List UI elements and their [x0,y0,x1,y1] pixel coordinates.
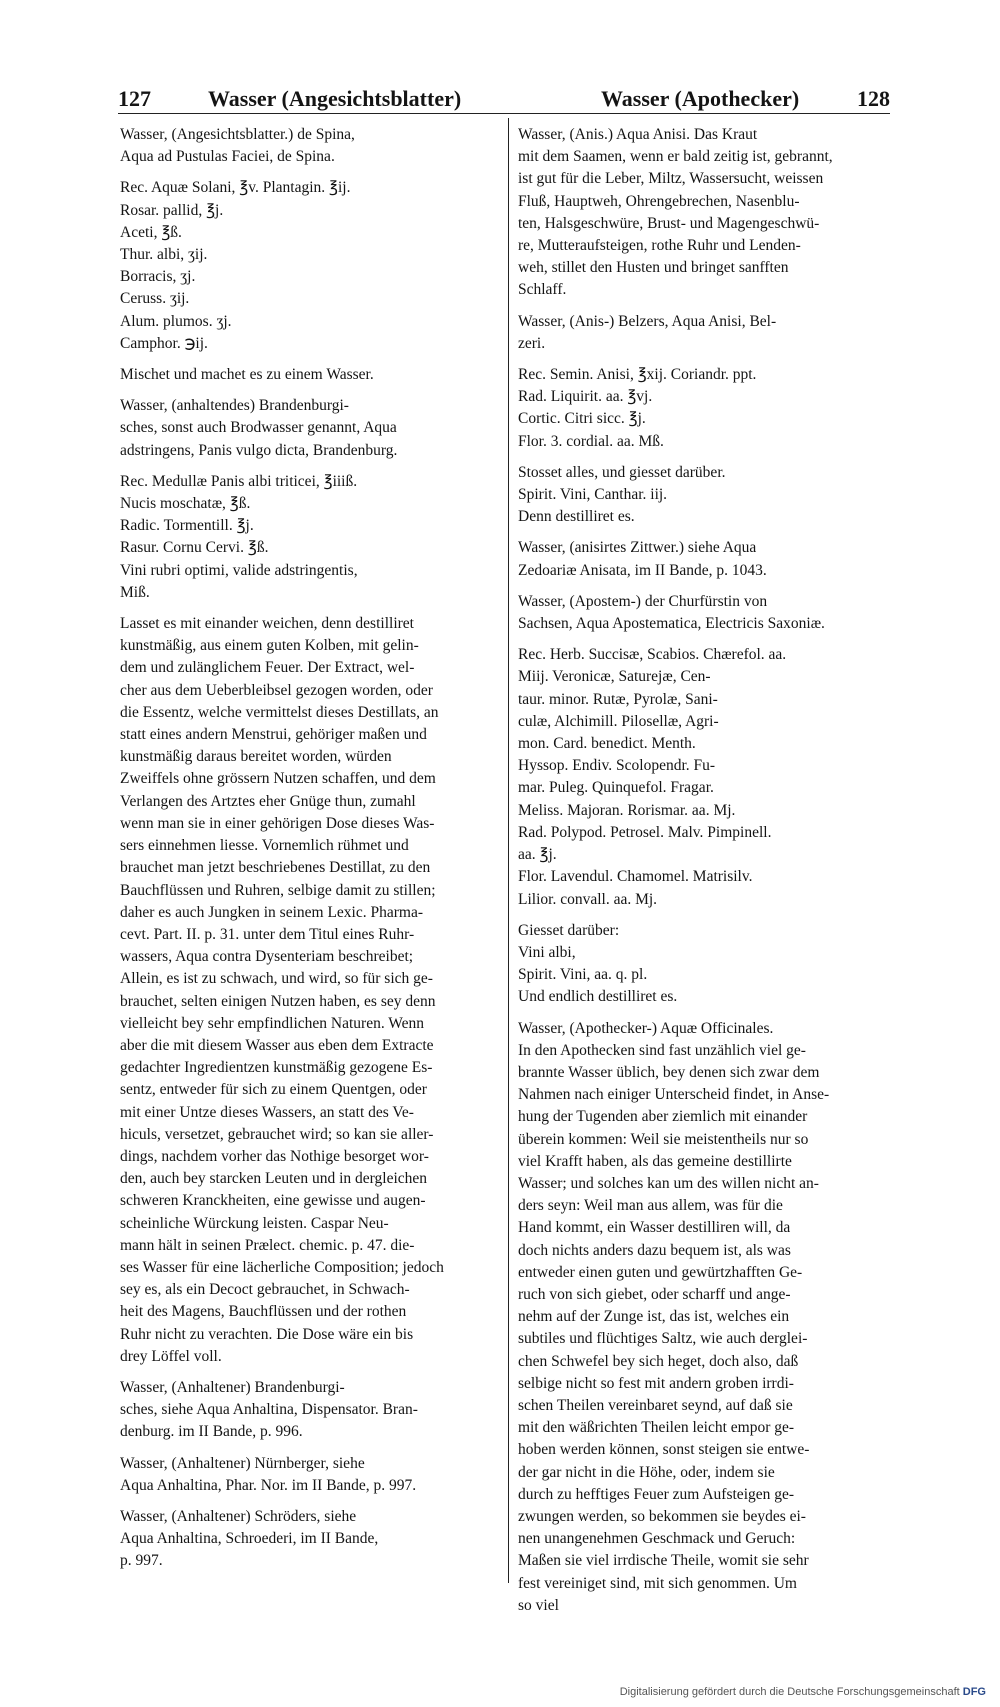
text-line: Rosar. pallid, ℥j. [120,201,224,219]
text-line: Rasur. Cornu Cervi. ℥ß. [120,539,269,557]
text-line: Wasser, (Anhaltener) Nürnberger, siehe [120,1454,365,1472]
text-line: Rad. Polypod. Petrosel. Malv. Pimpinell. [518,823,772,841]
text-line: Wasser, (Anhaltener) Schröders, siehe [120,1507,357,1525]
text-line: Maßen sie viel irrdische Theile, womit sie sehr [518,1552,809,1570]
text-line: re, Mutteraufsteigen, rothe Ruhr und Lenden- [518,237,801,255]
text-line: so viel [518,1596,559,1614]
dictionary-entry [518,644,896,910]
text-line: cevt. Part. II. p. 31. unter dem Titul eines Ruhr- [120,925,415,943]
text-line: Borracis, ʒj. [120,268,196,286]
dictionary-entry [120,1377,500,1444]
dictionary-entry [120,364,500,386]
dictionary-entry [518,1018,896,1617]
text-line: mit den wäßrichten Theilen leicht empor ge- [518,1419,795,1437]
text-line: Wasser, (Anis.) Aqua Anisi. Das Kraut [518,126,758,143]
text-line: Flor. Lavendul. Chamomel. Matrisilv. [518,868,753,886]
text-line: Rec. Herb. Succisæ, Scabios. Chærefol. aa. [518,646,787,664]
dictionary-entry [120,124,500,168]
text-line: Miß. [120,583,150,601]
dictionary-entry [518,591,896,635]
text-line: Alum. plumos. ʒj. [120,312,232,330]
text-line: viel Krafft haben, als das gemeine destillirte [518,1152,792,1170]
text-line: der gar nicht in die Höhe, oder, indem sie [518,1463,775,1481]
dictionary-entry [120,1506,500,1573]
header-rule [118,113,890,114]
text-line: brannte Wasser üblich, bey denen sich zwar dem [518,1063,820,1081]
text-line: Aqua ad Pustulas Faciei, de Spina. [120,148,335,166]
text-line: Hyssop. Endiv. Scolopendr. Fu- [518,757,716,775]
running-header [118,82,890,116]
text-line: Aceti, ℥ß. [120,223,182,241]
text-line: den, auch bey starcken Leuten und in dergleichen [120,1170,428,1188]
text-line: sches, sonst auch Brodwasser genannt, Aqua [120,419,397,437]
dictionary-entry [518,124,896,302]
page-number-right: 128 [857,86,890,111]
text-line: Rad. Liquirit. aa. ℥vj. [518,388,653,406]
text-line: Verlangen des Artztes eher Gnüge thun, zumahl [120,792,416,810]
text-line: gedachter Ingredientzen kunstmäßig gezogene Es- [120,1059,433,1077]
text-line: Ruhr nicht zu verachten. Die Dose wäre ein bis [120,1325,414,1343]
text-line: mar. Puleg. Quinquefol. Fragar. [518,779,714,797]
dictionary-entry [120,613,500,1368]
text-line: weh, stillet den Husten und bringet sanfften [518,259,789,277]
text-line: schen Theilen vereinbaret seynd, auf daß sie [518,1396,793,1414]
text-line: hung der Tugenden aber ziemlich mit einander [518,1108,808,1126]
text-line: vielleicht bey sehr empfindlichen Naturen. Wenn [120,1014,425,1032]
text-line: Rec. Aquæ Solani, ℥v. Plantagin. ℥ij. [120,179,351,197]
text-line: schweren Kranckheiten, eine gewisse und augen- [120,1192,426,1210]
text-line: nehm auf der Zunge ist, das ist, welches ein [518,1308,790,1326]
text-line: Mischet und machet es zu einem Wasser. [120,366,374,384]
text-line: ist gut für die Leber, Miltz, Wassersucht, weissen [518,170,824,188]
text-line: statt eines andern Menstrui, gehöriger maßen und [120,726,427,744]
dfg-logo: DFG [962,1686,986,1698]
running-headword-left: Wasser (Angesichtsblatter) [208,86,462,111]
text-line: adstringens, Panis vulgo dicta, Brandenburg. [120,441,398,459]
dictionary-entry [120,177,500,355]
text-line: kunstmäßig, aus einem guten Kolben, mit gelin- [120,637,419,655]
text-line: daher es auch Jungken in seinem Lexic. Pharma- [120,903,424,921]
text-line: dem und zulänglichem Feuer. Der Extract, wel- [120,659,415,677]
text-line: In den Apothecken sind fast unzählich viel ge- [518,1041,806,1059]
text-line: Zweiffels ohne grössern Nutzen schaffen, und dem [120,770,436,788]
text-line: aa. ℥j. [518,846,557,864]
digitization-credit [620,1686,986,1698]
text-line: Wasser, (Apostem-) der Churfürstin von [518,592,768,610]
text-line: Wasser, (anhaltendes) Brandenburgi- [120,397,349,415]
text-line: subtiles und flüchtiges Saltz, wie auch derglei- [518,1330,808,1348]
text-line: Radic. Tormentill. ℥j. [120,517,254,535]
dictionary-entry [518,537,896,581]
text-line: taur. minor. Rutæ, Pyrolæ, Sani- [518,690,718,708]
column-divider [508,118,509,1583]
text-line: Schlaff. [518,281,567,299]
text-line: hoben werden können, sonst steigen sie entwe- [518,1441,810,1459]
text-line: Giesset darüber: [518,921,620,939]
text-line: wassers, Aqua contra Dysenteriam beschreibet; [120,948,414,966]
text-line: ders seyn: Weil man aus allem, was für die [518,1197,783,1215]
text-line: Nucis moschatæ, ℥ß. [120,495,251,513]
text-line: die Essentz, welche vermittelst dieses Destillats, an [120,703,439,721]
text-line: Wasser, (Anis-) Belzers, Aqua Anisi, Bel- [518,312,777,330]
text-line: scheinliche Würckung leisten. Caspar Neu- [120,1214,389,1232]
text-line: selbige nicht so fest mit andern groben irrdi- [518,1374,794,1392]
text-line: ses Wasser für eine lächerliche Composition; jedoch [120,1258,444,1276]
text-line: brauchet, selten einigen Nutzen haben, es sey denn [120,992,436,1010]
text-line: Stosset alles, und giesset darüber. [518,463,726,481]
text-line: doch nichts anders dazu bequem ist, als was [518,1241,791,1259]
text-line: Aqua Anhaltina, Phar. Nor. im II Bande, p. 997. [120,1476,417,1494]
page-number-left: 127 [118,86,151,111]
text-line: Nahmen nach einiger Unterscheid findet, in Anse- [518,1086,830,1104]
text-line: Rec. Medullæ Panis albi triticei, ℥iiiß. [120,472,358,490]
text-line: Wasser, (anisirtes Zittwer.) siehe Aqua [518,539,757,557]
text-line: überein kommen: Weil sie meistentheils nur so [518,1130,809,1148]
text-line: culæ, Alchimill. Pilosellæ, Agri- [518,712,719,730]
text-line: brauchet man jetzt beschriebenes Destillat, zu den [120,859,431,877]
text-line: Aqua Anhaltina, Schroederi, im II Bande, [120,1530,379,1548]
text-line: Wasser, (Anhaltener) Brandenburgi- [120,1378,345,1396]
text-line: hiculs, versetzet, gebrauchet wird; so kan sie aller- [120,1125,434,1143]
dictionary-entry [518,311,896,355]
text-line: mann hält in seinen Prælect. chemic. p. 47. die- [120,1236,415,1254]
dictionary-entry [518,462,896,529]
text-line: Zedoariæ Anisata, im II Bande, p. 1043. [518,561,767,579]
text-line: Spirit. Vini, aa. q. pl. [518,966,648,984]
text-line: Bauchflüssen und Ruhren, selbige damit zu stillen; [120,881,436,899]
text-line: aber die mit diesem Wasser aus eben dem Extracte [120,1036,434,1054]
text-line: sches, siehe Aqua Anhaltina, Dispensator. Bran- [120,1401,418,1419]
text-line: mit einer Untze dieses Wassers, an statt des Ve- [120,1103,414,1121]
text-line: Meliss. Majoran. Rorismar. aa. Mj. [518,801,736,819]
text-line: ruch von sich giebet, oder scharff und ange- [518,1285,791,1303]
text-line: Lasset es mit einander weichen, denn destilliret [120,615,414,633]
credit-text: Digitalisierung gefördert durch die Deutsche Forschungsgemeinschaft [619,1686,960,1698]
text-line: p. 997. [120,1552,163,1570]
text-line: denburg. im II Bande, p. 996. [120,1423,303,1441]
text-line: Cortic. Citri sicc. ℥j. [518,410,646,428]
text-line: ten, Halsgeschwüre, Brust- und Magengeschwü- [518,214,820,232]
text-line: Rec. Semin. Anisi, ℥xij. Coriandr. ppt. [518,366,757,384]
text-line: Fluß, Hauptweh, Ohrengebrechen, Nasenblu- [518,192,800,210]
dictionary-entry [518,364,896,453]
text-line: chen Schwefel bey sich heget, doch also, daß [518,1352,799,1370]
text-line: Camphor. ℈ij. [120,334,208,352]
left-column [120,124,500,1582]
dictionary-entry [518,920,896,1009]
text-line: fest vereiniget sind, mit sich genommen. Um [518,1574,797,1592]
text-line: dings, nachdem vorher das Nothige besorget wor- [120,1147,429,1165]
right-column [518,124,896,1626]
text-line: entweder einen guten und gewürtzhafften Ge- [518,1263,803,1281]
text-line: wenn man sie in einer gehörigen Dose dieses Was- [120,814,435,832]
text-line: Wasser, (Angesichtsblatter.) de Spina, [120,126,355,143]
text-line: Flor. 3. cordial. aa. Mß. [518,432,664,450]
text-line: mit dem Saamen, wenn er bald zeitig ist, gebrannt, [518,148,833,166]
text-line: durch zu hefftiges Feuer zum Aufsteigen ge- [518,1485,795,1503]
text-line: sentz, entweder für sich zu einem Quentgen, oder [120,1081,427,1099]
dictionary-entry [120,395,500,462]
dictionary-entry [120,1453,500,1497]
text-line: Und endlich destilliret es. [518,988,678,1006]
text-line: Allein, es ist zu schwach, und wird, so für sich ge- [120,970,433,988]
running-headword-right: Wasser (Apothecker) [601,86,800,111]
text-line: Ceruss. ʒij. [120,290,190,308]
text-line: Lilior. convall. aa. Mj. [518,890,658,908]
text-line: mon. Card. benedict. Menth. [518,735,696,753]
text-line: nen unangenehmen Geschmack und Geruch: [518,1530,796,1548]
text-line: Hand kommt, ein Wasser destilliren will, da [518,1219,791,1237]
text-line: drey Löffel voll. [120,1347,222,1365]
text-line: Thur. albi, ʒij. [120,246,208,264]
text-line: Wasser, (Apothecker-) Aquæ Officinales. [518,1019,774,1037]
text-line: sers einnehmen liesse. Vornemlich rühmet und [120,837,409,855]
text-line: Vini rubri optimi, valide adstringentis, [120,561,358,579]
text-line: kunstmäßig daraus bereitet worden, würden [120,748,392,766]
text-line: zeri. [518,334,546,352]
dictionary-entry [120,471,500,604]
text-line: cher aus dem Ueberbleibsel gezogen worden, oder [120,681,433,699]
text-line: Miij. Veronicæ, Saturejæ, Cen- [518,668,711,686]
text-line: Sachsen, Aqua Apostematica, Electricis Saxoniæ. [518,615,825,633]
text-line: Wasser; und solches kan um des willen nicht an- [518,1174,819,1192]
text-line: zwungen werden, so bekommen sie beydes ei- [518,1507,806,1525]
text-line: sey es, als ein Decoct gebrauchet, in Schwach- [120,1281,410,1299]
text-line: Vini albi, [518,943,576,961]
text-line: Denn destilliret es. [518,508,635,526]
text-line: heit des Magens, Bauchflüssen und der rothen [120,1303,407,1321]
text-line: Spirit. Vini, Canthar. iij. [518,486,668,504]
